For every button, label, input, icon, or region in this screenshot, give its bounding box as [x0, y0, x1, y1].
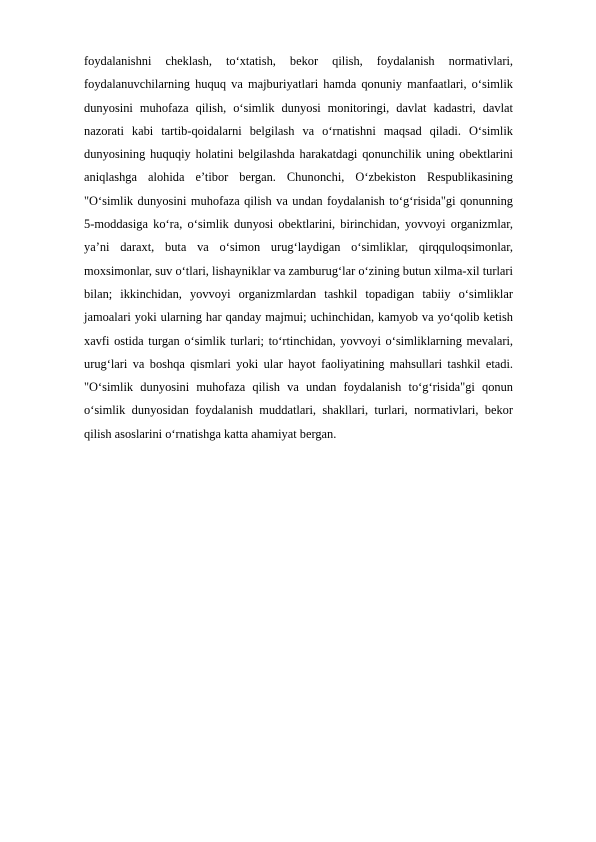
body-paragraph: foydalanishni cheklash, to‘xtatish, bekor qilish, foydalanish normativlari, foydalanuvchilarning huquq va majburiyatlari hamda qonuniy manfaatlari, o‘simlik dunyosini muhofaza qilish, o‘simlik dunyosi monitoringi, davlat kadastri, davlat nazorati kabi tartib-qoidalarni belgilash va o‘rnatishni maqsad qiladi. O‘simlik dunyosining huquqiy holatini belgilashda harakatdagi qonunchilik uning obektlarini aniqlashga alohida e’tibor bergan. Chunonchi, O‘zbekiston Respublikasining "O‘simlik dunyosini muhofaza qilish va undan foydalanish to‘g‘risida"gi qonunning 5-moddasiga ko‘ra, o‘simlik dunyosi obektlarini, birinchidan, yovvoyi organizmlar, ya’ni daraxt, buta va o‘simon urug‘laydigan o‘simliklar, qirqquloqsimonlar, moxsimonlar, suv o‘tlari, lishayniklar va zamburug‘lar o‘zining butun xilma-xil turlari bilan; ikkinchidan, yovvoyi organizmlardan tashkil topadigan tabiiy o‘simliklar jamoalari yoki ularning har qanday majmui; uchinchidan, kamyob va yo‘qolib ketish xavfi ostida turgan o‘simlik turlari; to‘rtinchidan, yovvoyi o‘simliklarning mevalari, urug‘lari va boshqa qismlari yoki ular hayot faoliyatining mahsullari tashkil etadi. "O‘simlik dunyosini muhofaza qilish va undan foydalanish to‘g‘risida"gi qonun o‘simlik dunyosidan foydalanish muddatlari, shakllari, turlari, normativlari, bekor qilish asoslarini o‘rnatishga katta ahamiyat bergan. [84, 54, 513, 441]
